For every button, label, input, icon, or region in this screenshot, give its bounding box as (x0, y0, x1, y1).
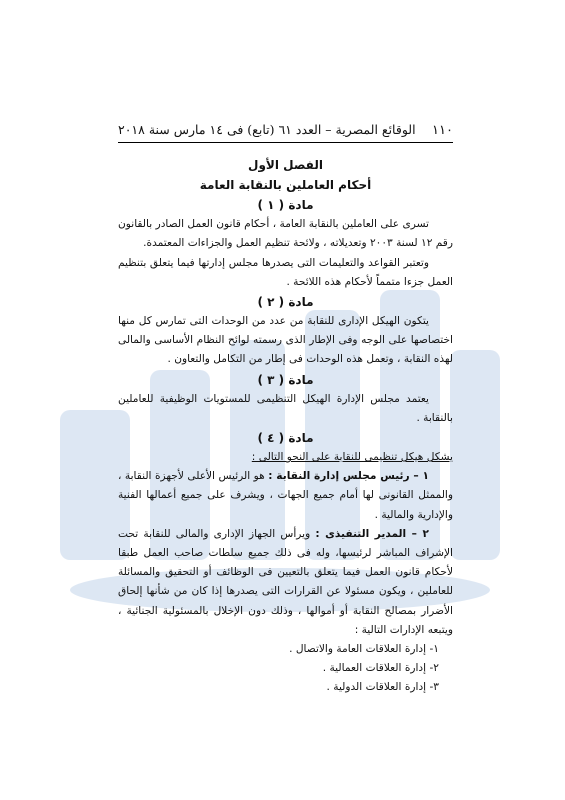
item-2-text: ويرأس الجهاز الإدارى والمالى للنقابة تحت الإشراف المباشر لرئيسها، وله فى ذلك جميع سلطات صاحب العمل طبقا لأحكام قانون العمل فيما يتعلق بالتعيين فى الوظائف أو التحقيق والمسائلة للعاملين ، ويكون مسئولا عن القرارات التى يصدرها إذا كان من شأنها إلحاق الأضرار بمصالح النقابة أو أموالها ، وذلك دون الإخلال بالمسئولية الجنائية ، ويتبعه الإدارات التالية : (118, 527, 453, 636)
page-number: ١١٠ (432, 123, 453, 138)
article-1-paragraph-2: وتعتبر القواعد والتعليمات التى يصدرها مجلس إدارتها فيما يتعلق بتنظيم العمل جزءا متمماً لأحكام هذه اللائحة . (118, 256, 453, 288)
article-4-intro: يشكل هيكل تنظيمى للنقابة على النحو التالى : (251, 451, 453, 464)
departments-list (118, 640, 453, 698)
article-3-title: مادة ( ٣ ) (257, 372, 314, 387)
chapter-subtitle: أحكام العاملين بالنقابة العامة (199, 178, 372, 193)
article-1-paragraph-1: تسرى على العاملين بالنقابة العامة ، أحكام قانون العمل الصادر بالقانون رقم ١٢ لسنة ٢٠٠٣ وتعديلاته ، ولائحة تنظيم العمل والجزاءات المعتمدة. (118, 218, 453, 250)
department-item-3: ٣- إدارة العلاقات الدولية . (326, 681, 439, 694)
item-2-lead: ٢ – المدير التنفيذى : (315, 527, 429, 540)
department-item-2: ٢- إدارة العلاقات العمالية . (322, 662, 439, 675)
item-1-text: هو الرئيس الأعلى لأجهزة النقابة ، والممثل القانونى لها أمام جميع الجهات ، ويشرف على جميع أعمالها الفنية والإدارية والمالية . (118, 470, 453, 521)
gazette-line: الوقائع المصرية – العدد ٦١ (تابع) فى ١٤ مارس سنة ٢٠١٨ (118, 122, 416, 137)
item-1-lead: ١ – رئيس مجلس إدارة النقابة : (268, 470, 429, 483)
article-4-item-1 (118, 467, 453, 525)
article-2-paragraph: يتكون الهيكل الإدارى للنقابة من عدد من الوحدات التى تمارس كل منها اختصاصها على الوجه وفى الإطار الذى رسمته لوائح النظام الأساسى والمالى لهذه النقابة ، وتعمل هذه الوحدات فى إطار من التكامل والتعاون . (118, 315, 453, 366)
article-4-title: مادة ( ٤ ) (257, 431, 314, 446)
page-header (118, 120, 453, 143)
article-2-title: مادة ( ٢ ) (257, 295, 314, 310)
article-1-title: مادة ( ١ ) (257, 198, 314, 213)
chapter-title: الفصل الأول (248, 158, 323, 173)
document-page (118, 120, 453, 698)
department-item-1: ١- إدارة العلاقات العامة والاتصال . (289, 643, 439, 656)
article-3-paragraph: يعتمد مجلس الإدارة الهيكل التنظيمى للمستويات الوظيفية للعاملين بالنقابة . (118, 392, 453, 424)
article-4-item-2 (118, 525, 453, 640)
